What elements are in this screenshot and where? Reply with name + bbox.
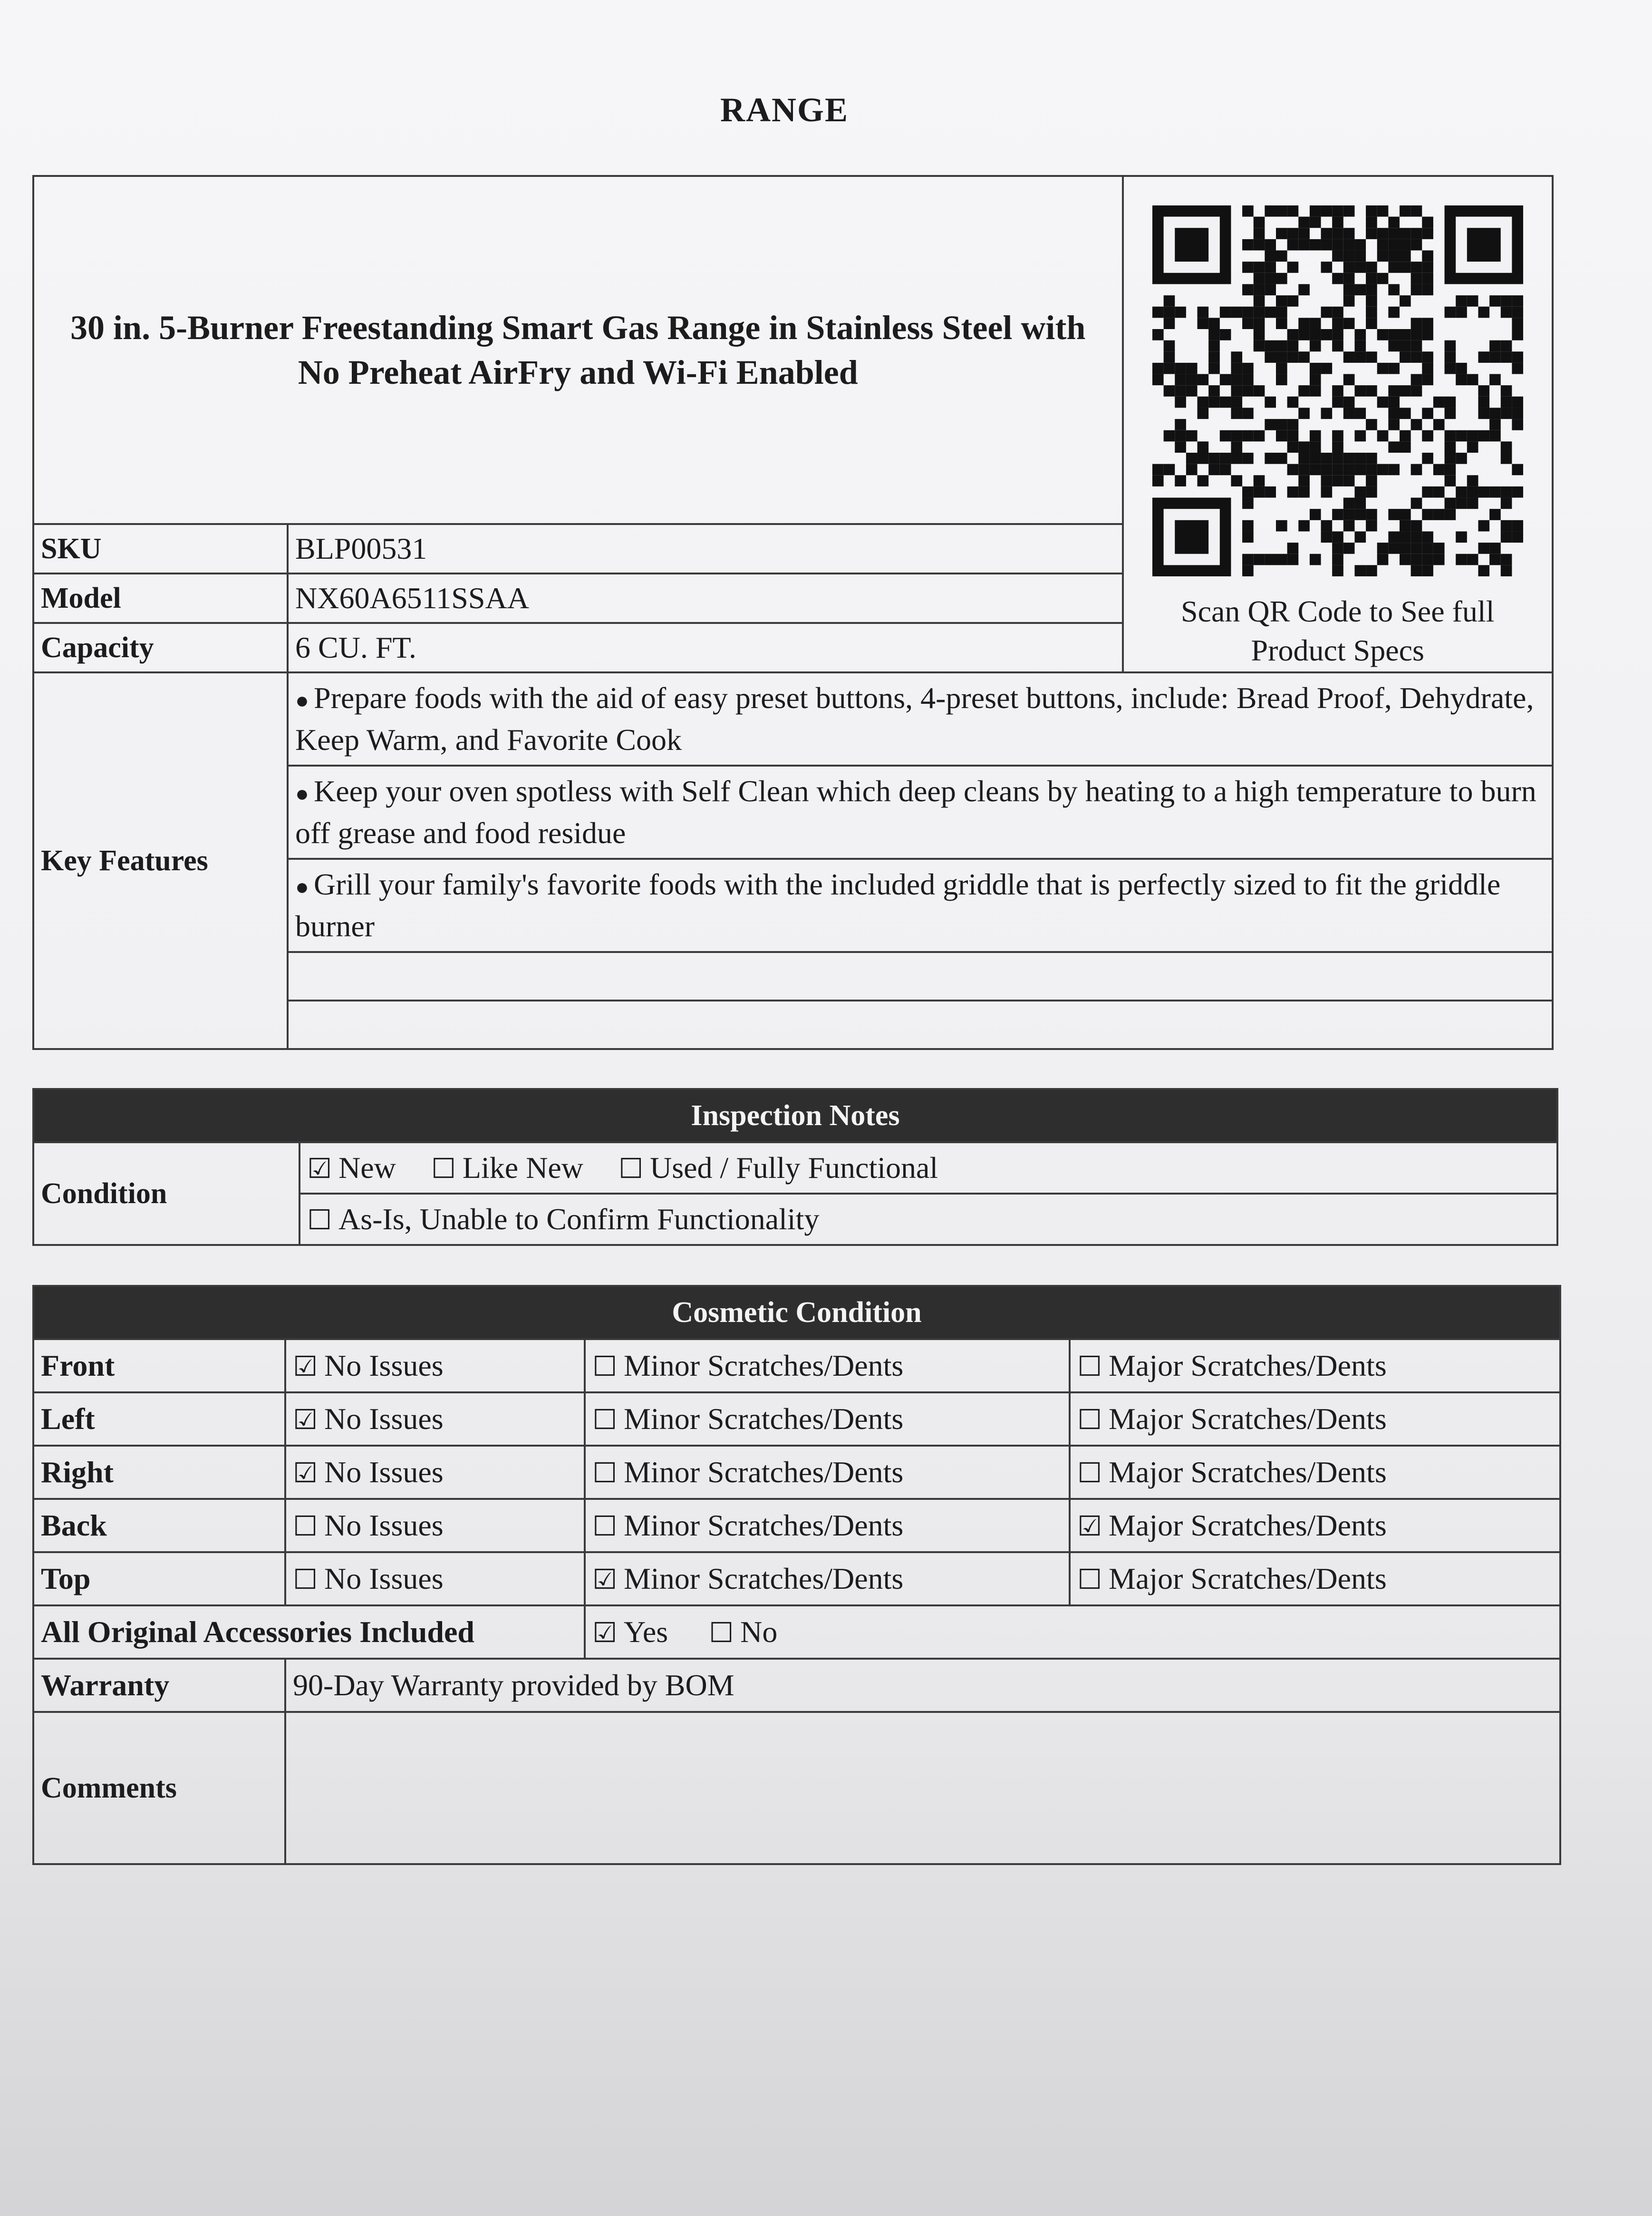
feature-item (288, 766, 1553, 859)
condition-options-row (299, 1194, 1557, 1245)
option-label: No Issues (324, 1349, 444, 1382)
cosmetic-option[interactable] (1077, 1349, 1387, 1382)
option-label: No Issues (324, 1508, 444, 1542)
product-table (32, 175, 1554, 1050)
checkbox-icon: ☑ (293, 1403, 318, 1436)
cosmetic-option[interactable] (293, 1455, 444, 1489)
cosmetic-row (33, 1339, 1560, 1392)
key-features-label: Key Features (33, 672, 288, 1049)
comments-field[interactable] (285, 1712, 1560, 1864)
qr-caption: Scan QR Code to See full Product Specs (1181, 594, 1495, 667)
cosmetic-option[interactable] (592, 1402, 903, 1436)
checkbox-icon: ☐ (1077, 1457, 1102, 1489)
option-label: Like New (462, 1151, 583, 1185)
model-label: Model (33, 573, 288, 623)
checkbox-icon: ☐ (293, 1510, 318, 1542)
feature-item (288, 859, 1553, 952)
checkbox-icon: ☑ (592, 1563, 617, 1595)
qr-code[interactable] (1152, 205, 1523, 576)
option-label: Major Scratches/Dents (1109, 1508, 1387, 1542)
option-label: Major Scratches/Dents (1109, 1349, 1387, 1382)
cosmetic-row (33, 1392, 1560, 1446)
cosmetic-option-cell (585, 1392, 1070, 1446)
checkbox-icon: ☑ (1077, 1510, 1102, 1542)
accessories-no[interactable] (709, 1615, 777, 1649)
bullet-icon: ● (295, 781, 309, 807)
comments-label: Comments (33, 1712, 285, 1864)
cosmetic-row-label: Front (33, 1339, 285, 1392)
option-label: No Issues (324, 1455, 444, 1489)
sku-value: BLP00531 (288, 524, 1122, 573)
cosmetic-row (33, 1552, 1560, 1605)
cosmetic-condition-header: Cosmetic Condition (33, 1286, 1560, 1339)
cosmetic-row-label: Left (33, 1392, 285, 1446)
inspection-notes-header: Inspection Notes (33, 1089, 1557, 1142)
cosmetic-option-cell (285, 1552, 585, 1605)
cosmetic-option[interactable] (293, 1349, 444, 1382)
checkbox-icon: ☐ (592, 1510, 617, 1542)
cosmetic-option[interactable] (293, 1402, 444, 1436)
option-label: New (338, 1151, 396, 1185)
capacity-value: 6 CU. FT. (288, 623, 1122, 672)
checkbox-icon: ☑ (307, 1152, 332, 1185)
checkbox-icon: ☐ (592, 1403, 617, 1436)
feature-item (288, 672, 1553, 766)
condition-option-used[interactable] (618, 1151, 938, 1185)
cosmetic-rows (33, 1339, 1560, 1605)
accessories-yes[interactable] (592, 1615, 668, 1649)
cosmetic-option-cell (285, 1339, 585, 1392)
checkbox-icon: ☐ (307, 1204, 332, 1236)
cosmetic-option-cell (585, 1499, 1070, 1552)
inspection-notes-table (32, 1088, 1558, 1246)
cosmetic-row-label: Right (33, 1446, 285, 1499)
cosmetic-option-cell (1070, 1339, 1560, 1392)
option-label: Minor Scratches/Dents (624, 1562, 904, 1595)
feature-blank-row (288, 952, 1553, 1001)
cosmetic-option-cell (285, 1392, 585, 1446)
checkbox-icon: ☐ (1077, 1403, 1102, 1436)
condition-options-row (299, 1142, 1557, 1194)
accessories-options (585, 1605, 1560, 1659)
cosmetic-row-label: Top (33, 1552, 285, 1605)
bullet-icon: ● (295, 688, 309, 714)
cosmetic-option[interactable] (1077, 1455, 1387, 1489)
checkbox-icon: ☐ (293, 1563, 318, 1595)
bullet-icon: ● (295, 875, 309, 900)
checkbox-icon: ☐ (431, 1152, 456, 1185)
cosmetic-option[interactable] (1077, 1508, 1387, 1542)
checkbox-icon: ☐ (592, 1457, 617, 1489)
cosmetic-option[interactable] (293, 1508, 444, 1542)
feature-text: Keep your oven spotless with Self Clean which deep cleans by heating to a high temperature to burn off grease and food residue (295, 774, 1536, 850)
feature-text: Grill your family's favorite foods with the included griddle that is perfectly sized to fit the griddle burner (295, 867, 1501, 943)
cosmetic-option-cell (1070, 1392, 1560, 1446)
cosmetic-option[interactable] (592, 1455, 903, 1489)
cosmetic-option[interactable] (592, 1562, 903, 1595)
checkbox-icon: ☐ (592, 1350, 617, 1382)
option-label: Minor Scratches/Dents (624, 1402, 904, 1436)
capacity-label: Capacity (33, 623, 288, 672)
cosmetic-option[interactable] (293, 1562, 444, 1595)
cosmetic-option-cell (1070, 1446, 1560, 1499)
cosmetic-option-cell (585, 1552, 1070, 1605)
feature-text: Prepare foods with the aid of easy preset buttons, 4-preset buttons, include: Bread Proof, Dehydrate, Keep Warm, and Favorite Cook (295, 680, 1534, 757)
feature-blank-row (288, 1001, 1553, 1049)
condition-option-like-new[interactable] (431, 1151, 583, 1185)
checkbox-icon: ☐ (1077, 1563, 1102, 1595)
option-label: No (740, 1615, 778, 1649)
sku-label: SKU (33, 524, 288, 573)
option-label: Minor Scratches/Dents (624, 1349, 904, 1382)
cosmetic-row-label: Back (33, 1499, 285, 1552)
checkbox-icon: ☐ (709, 1616, 734, 1649)
option-label: Minor Scratches/Dents (624, 1508, 904, 1542)
checkbox-icon: ☐ (618, 1152, 643, 1185)
option-label: No Issues (324, 1402, 444, 1436)
condition-label: Condition (33, 1142, 299, 1245)
cosmetic-option-cell (1070, 1552, 1560, 1605)
checkbox-icon: ☑ (592, 1616, 617, 1649)
option-label: Major Scratches/Dents (1109, 1455, 1387, 1489)
option-label: As-Is, Unable to Confirm Functionality (338, 1202, 820, 1236)
option-label: Major Scratches/Dents (1109, 1402, 1387, 1436)
cosmetic-option-cell (285, 1446, 585, 1499)
cosmetic-option-cell (285, 1499, 585, 1552)
checkbox-icon: ☑ (293, 1457, 318, 1489)
option-label: Used / Fully Functional (649, 1151, 938, 1185)
cosmetic-option[interactable] (592, 1349, 903, 1382)
checkbox-icon: ☑ (293, 1350, 318, 1382)
cosmetic-row (33, 1499, 1560, 1552)
option-label: Yes (624, 1615, 668, 1649)
option-label: Major Scratches/Dents (1109, 1562, 1387, 1595)
option-label: Minor Scratches/Dents (624, 1455, 904, 1489)
option-label: No Issues (324, 1562, 444, 1595)
cosmetic-option[interactable] (592, 1508, 903, 1542)
page-title: RANGE (720, 91, 849, 129)
cosmetic-option-cell (585, 1339, 1070, 1392)
qr-code-cell (1123, 176, 1553, 672)
condition-option-new[interactable] (307, 1151, 396, 1185)
warranty-label: Warranty (33, 1659, 285, 1712)
cosmetic-row (33, 1446, 1560, 1499)
checkbox-icon: ☐ (1077, 1350, 1102, 1382)
cosmetic-option[interactable] (1077, 1402, 1387, 1436)
condition-option-as-is[interactable] (307, 1202, 819, 1236)
cosmetic-option-cell (585, 1446, 1070, 1499)
warranty-value: 90-Day Warranty provided by BOM (285, 1659, 1560, 1712)
cosmetic-condition-table (32, 1285, 1561, 1865)
cosmetic-option[interactable] (1077, 1562, 1387, 1595)
cosmetic-option-cell (1070, 1499, 1560, 1552)
accessories-label: All Original Accessories Included (33, 1605, 585, 1659)
model-value: NX60A6511SSAA (288, 573, 1122, 623)
product-name: 30 in. 5-Burner Freestanding Smart Gas Range in Stainless Steel with No Preheat AirFry and Wi-Fi Enabled (33, 176, 1123, 524)
